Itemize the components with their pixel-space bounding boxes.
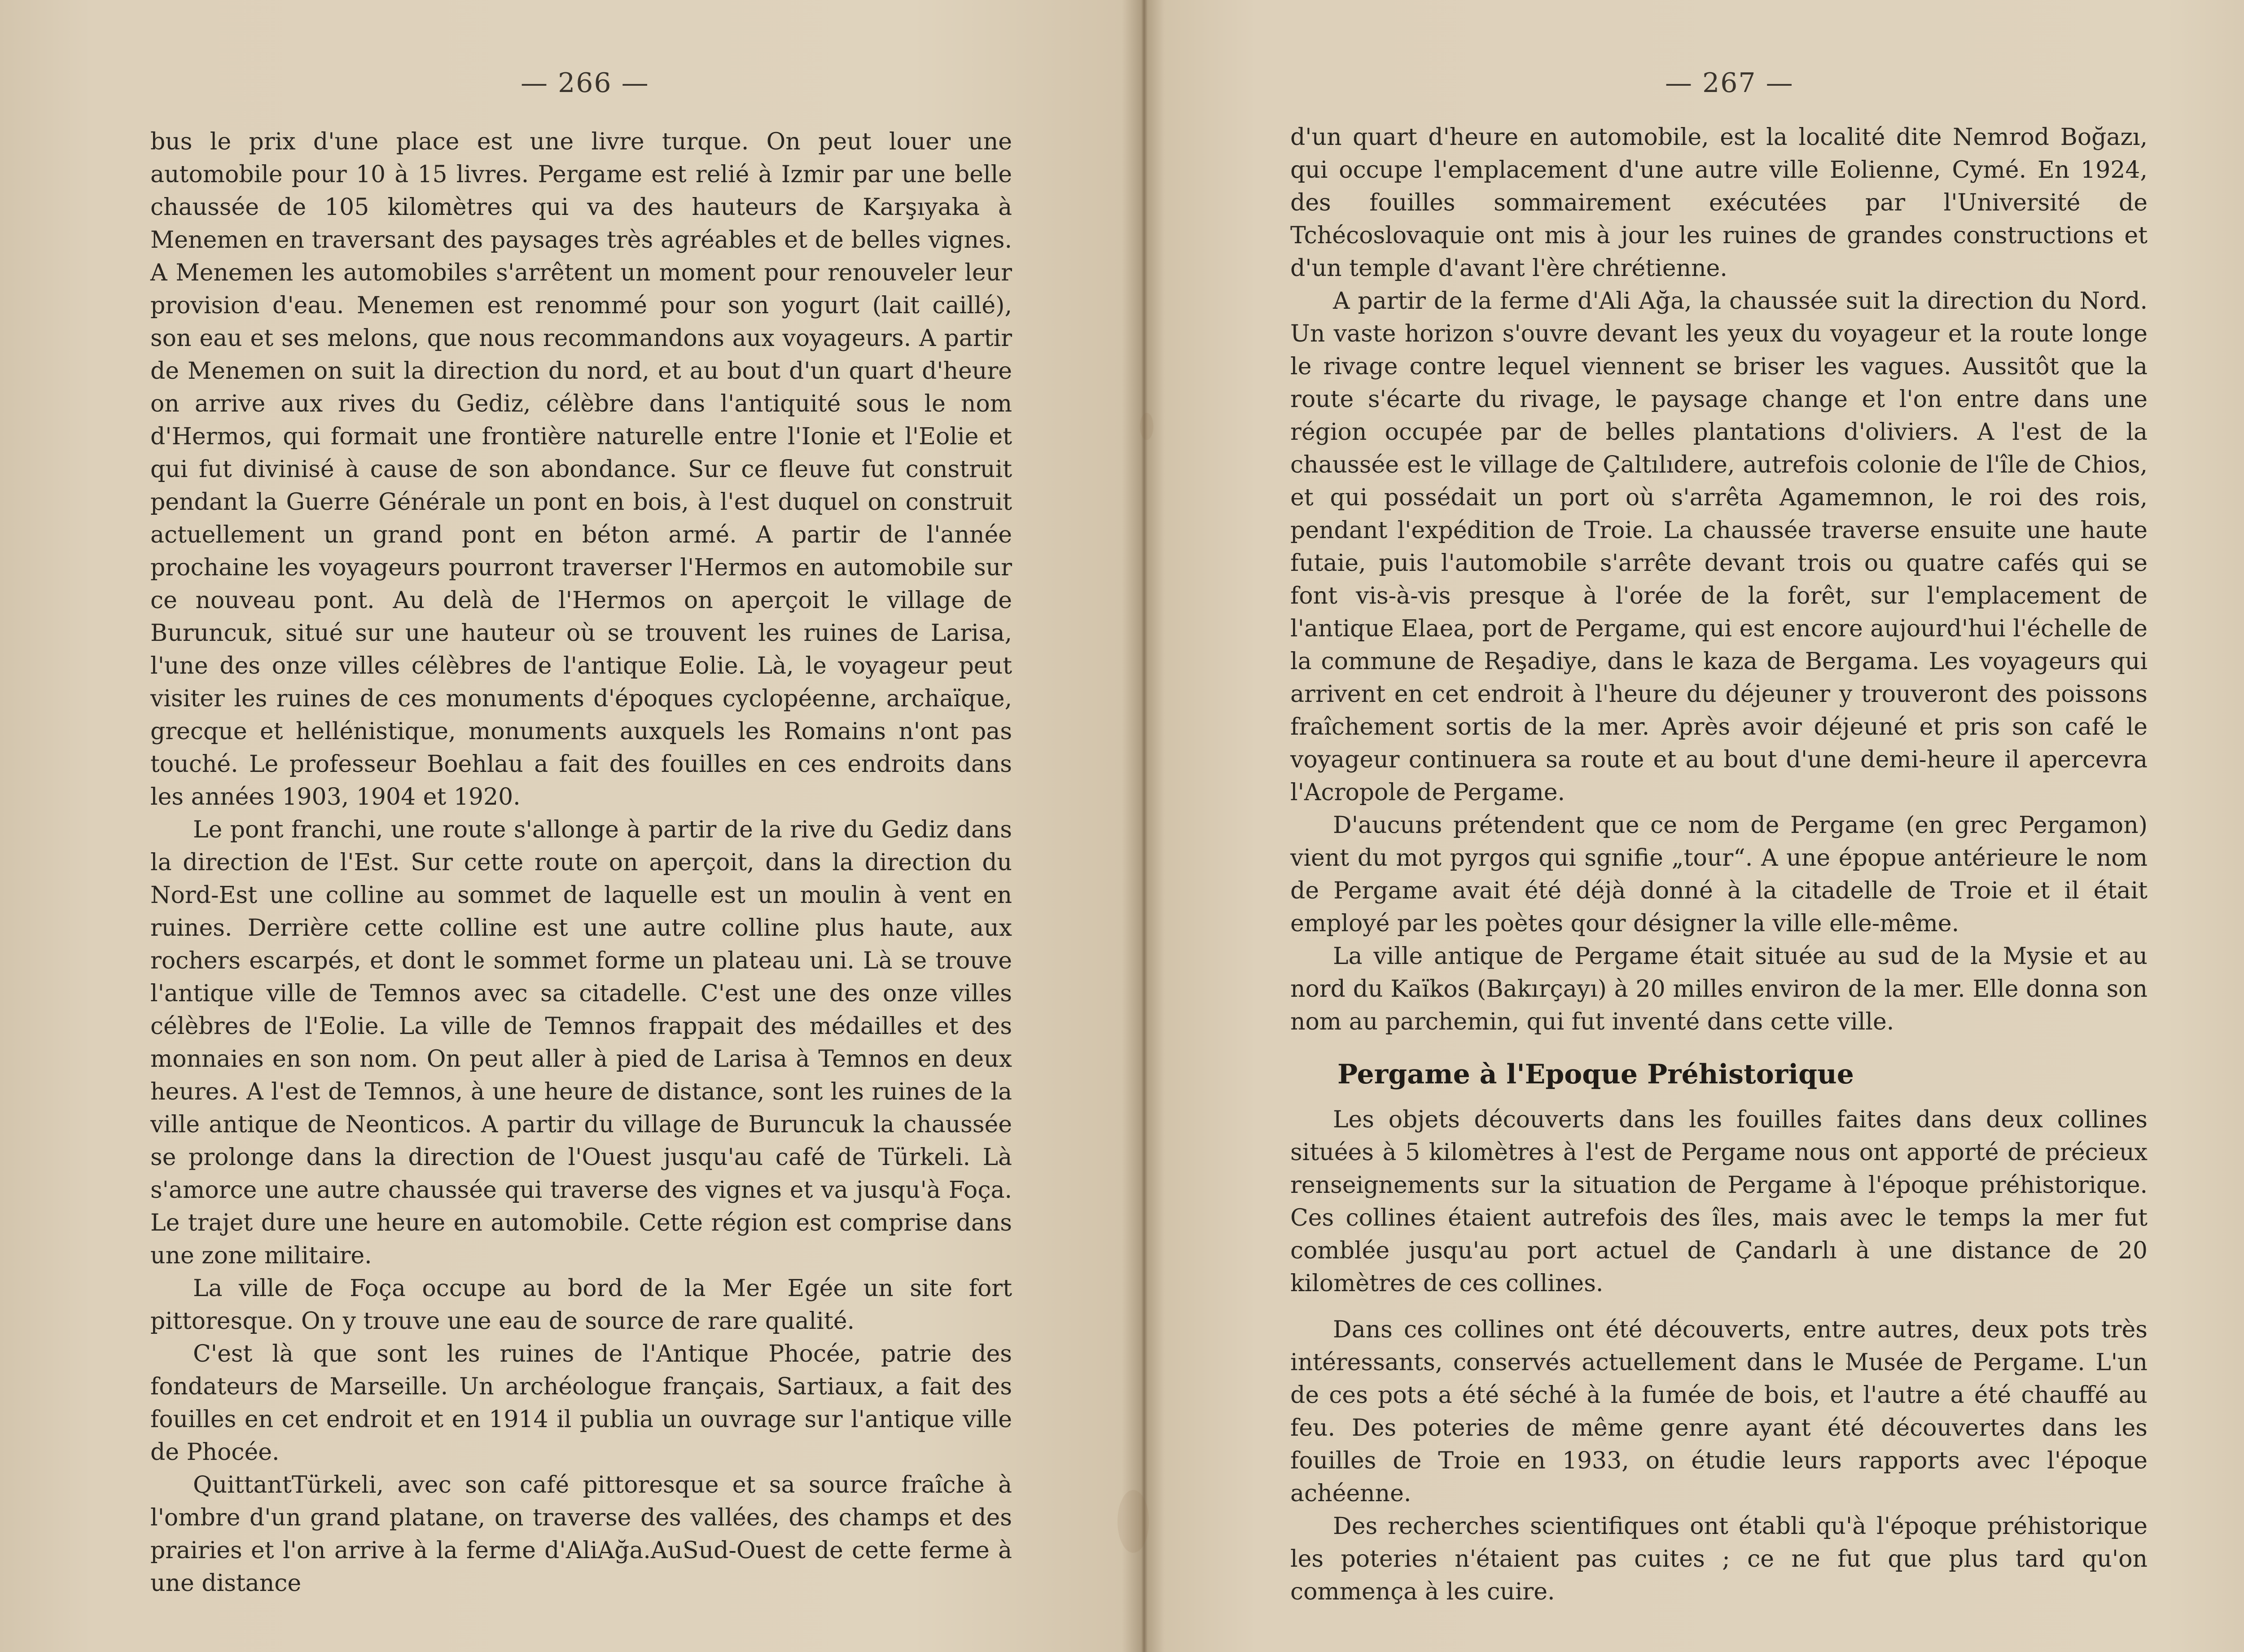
- section-heading: Pergame à l'Epoque Préhistorique: [1337, 1059, 1854, 1090]
- paragraph: Dans ces collines ont été découverts, entre autres, deux pots très intéressants, conservés actuellement dans le Musée de Pergame. L'un de ces pots a été séché à la fumée de bois, et l'autre a été chauffé au feu. Des poteries de même genre ayant été découvertes dans les fouilles de Troie en 1933, on étudie leurs rapports avec l'époque achéenne.: [1290, 1316, 2148, 1507]
- left-page-body: [150, 126, 1012, 1600]
- paragraph: C'est là que sont les ruines de l'Antique Phocée, patrie des fondateurs de Marseille. Un archéologue français, Sartiaux, a fait des fouilles en cet endroit et en 1914 il publia un ouvrage sur l'antique ville de Phocée.: [150, 1341, 1012, 1466]
- paragraph: D'aucuns prétendent que ce nom de Pergame (en grec Pergamon) vient du mot pyrgos qui sgnifie „tour“. A une épopue antérieure le nom de Pergame avait été déjà donné à la citadelle de Troie et il était employé par les poètes qour désigner la ville elle-même.: [1290, 812, 2148, 937]
- paragraph: Le pont franchi, une route s'allonge à partir de la rive du Gediz dans la direction de l'Est. Sur cette route on aperçoit, dans la direction du Nord-Est une colline au sommet de laquelle est un moulin à vent en ruines. Derrière cette colline est une autre colline plus haute, aux rochers escarpés, et dont le sommet forme un plateau uni. Là se trouve l'antique ville de Temnos avec sa citadelle. C'est une des onze villes célèbres de l'Eolie. La ville de Temnos frappait des médailles et des monnaies en son nom. On peut aller à pied de Larisa à Temnos en deux heures. A l'est de Temnos, à une heure de distance, sont les ruines de la ville antique de Neonticos. A partir du village de Buruncuk la chaussée se prolonge dans la direction de l'Ouest jusqu'au café de Türkeli. Là s'amorce une autre chaussée qui traverse des vignes et va jusqu'à Foça. Le trajet dure une heure en automobile. Cette région est comprise dans une zone militaire.: [150, 816, 1012, 1269]
- paragraph: La ville antique de Pergame était située au sud de la Mysie et au nord du Kaïkos (Bakırçayı) à 20 milles environ de la mer. Elle donna son nom au parchemin, qui fut inventé dans cette ville.: [1290, 943, 2148, 1035]
- paper-stain: [1118, 1490, 1149, 1553]
- page-number-267: — 267 —: [1665, 67, 1794, 99]
- page-number-266: — 266 —: [521, 67, 649, 99]
- paragraph: Les objets découverts dans les fouilles faites dans deux collines situées à 5 kilomètres à l'est de Pergame nous ont apporté de précieux renseignements sur la situation de Pergame à l'époque préhistorique. Ces collines étaient autrefois des îles, mais avec le temps la mer fut comblée jusqu'au port actuel de Çandarlı à une distance de 20 kilomètres de ces collines.: [1290, 1106, 2148, 1297]
- right-page: [1142, 0, 2244, 1652]
- paragraph: A partir de la ferme d'Ali Ağa, la chaussée suit la direction du Nord. Un vaste horizon s'ouvre devant les yeux du voyageur et la route longe le rivage contre lequel viennent se briser les vagues. Aussitôt que la route s'écarte du rivage, le paysage change et l'on entre dans une région occupée par de belles plantations d'oliviers. A l'est de la chaussée est le village de Çaltılıdere, autrefois colonie de l'île de Chios, et qui possédait un port où s'arrêta Agamemnon, le roi des rois, pendant l'expédition de Troie. La chaussée traverse ensuite une haute futaie, puis l'automobile s'arrête devant trois ou quatre cafés qui se font vis-à-vis presque à l'orée de la forêt, sur l'emplacement de l'antique Elaea, port de Pergame, qui est encore aujourd'hui l'échelle de la commune de Reşadiye, dans le kaza de Bergama. Les voyageurs qui arrivent en cet endroit à l'heure du déjeuner y trouveront des poissons fraîchement sortis de la mer. Après avoir déjeuné et pris son café le voyageur continuera sa route et au bout d'une demi-heure il apercevra l'Acropole de Pergame.: [1290, 288, 2148, 806]
- paragraph: d'un quart d'heure en automobile, est la localité dite Nemrod Boğazı, qui occupe l'emplacement d'une autre ville Eolienne, Cymé. En 1924, des fouilles sommairement exécutées par l'Université de Tchécoslovaquie ont mis à jour les ruines de grandes constructions et d'un temple d'avant l'ère chrétienne.: [1290, 124, 2148, 282]
- right-page-body: [1290, 121, 2148, 1608]
- paragraph: QuittantTürkeli, avec son café pittoresque et sa source fraîche à l'ombre d'un grand platane, on traverse des vallées, des champs et des prairies et l'on arrive à la ferme d'AliAğa.AuSud-Ouest de cette ferme à une distance: [150, 1472, 1012, 1597]
- paragraph: Des recherches scientifiques ont établi qu'à l'époque préhistorique les poteries n'étaient pas cuites ; ce ne fut que plus tard qu'on commença à les cuire.: [1290, 1513, 2148, 1605]
- book-gutter: [1122, 0, 1165, 1652]
- paper-stain: [1140, 413, 1153, 440]
- paragraph: bus le prix d'une place est une livre turque. On peut louer une automobile pour 10 à 15 livres. Pergame est relié à Izmir par une belle chaussée de 105 kilomètres qui va des hauteurs de Karşıyaka à Menemen en traversant des paysages très agréables et de belles vignes. A Menemen les automobiles s'arrêtent un moment pour renouveler leur provision d'eau. Menemen est renommé pour son yogurt (lait caillé), son eau et ses melons, que nous recommandons aux voyageurs. A partir de Menemen on suit la direction du nord, et au bout d'un quart d'heure on arrive aux rives du Gediz, célèbre dans l'antiquité sous le nom d'Hermos, qui formait une frontière naturelle entre l'Ionie et l'Eolie et qui fut divinisé à cause de son abondance. Sur ce fleuve fut construit pendant la Guerre Générale un pont en bois, à l'est duquel on construit actuellement un grand pont en béton armé. A partir de l'année prochaine les voyageurs pourront traverser l'Hermos en automobile sur ce nouveau pont. Au delà de l'Hermos on aperçoit le village de Buruncuk, situé sur une hauteur où se trouvent les ruines de Larisa, l'une des onze villes célèbres de l'antique Eolie. Là, le voyageur peut visiter les ruines de ces monuments d'époques cyclopéenne, archaïque, grecque et hellénistique, monuments auxquels les Romains n'ont pas touché. Le professeur Boehlau a fait des fouilles en ces endroits dans les années 1903, 1904 et 1920.: [150, 128, 1012, 811]
- paragraph: La ville de Foça occupe au bord de la Mer Egée un site fort pittoresque. On y trouve une eau de source de rare qualité.: [150, 1275, 1012, 1335]
